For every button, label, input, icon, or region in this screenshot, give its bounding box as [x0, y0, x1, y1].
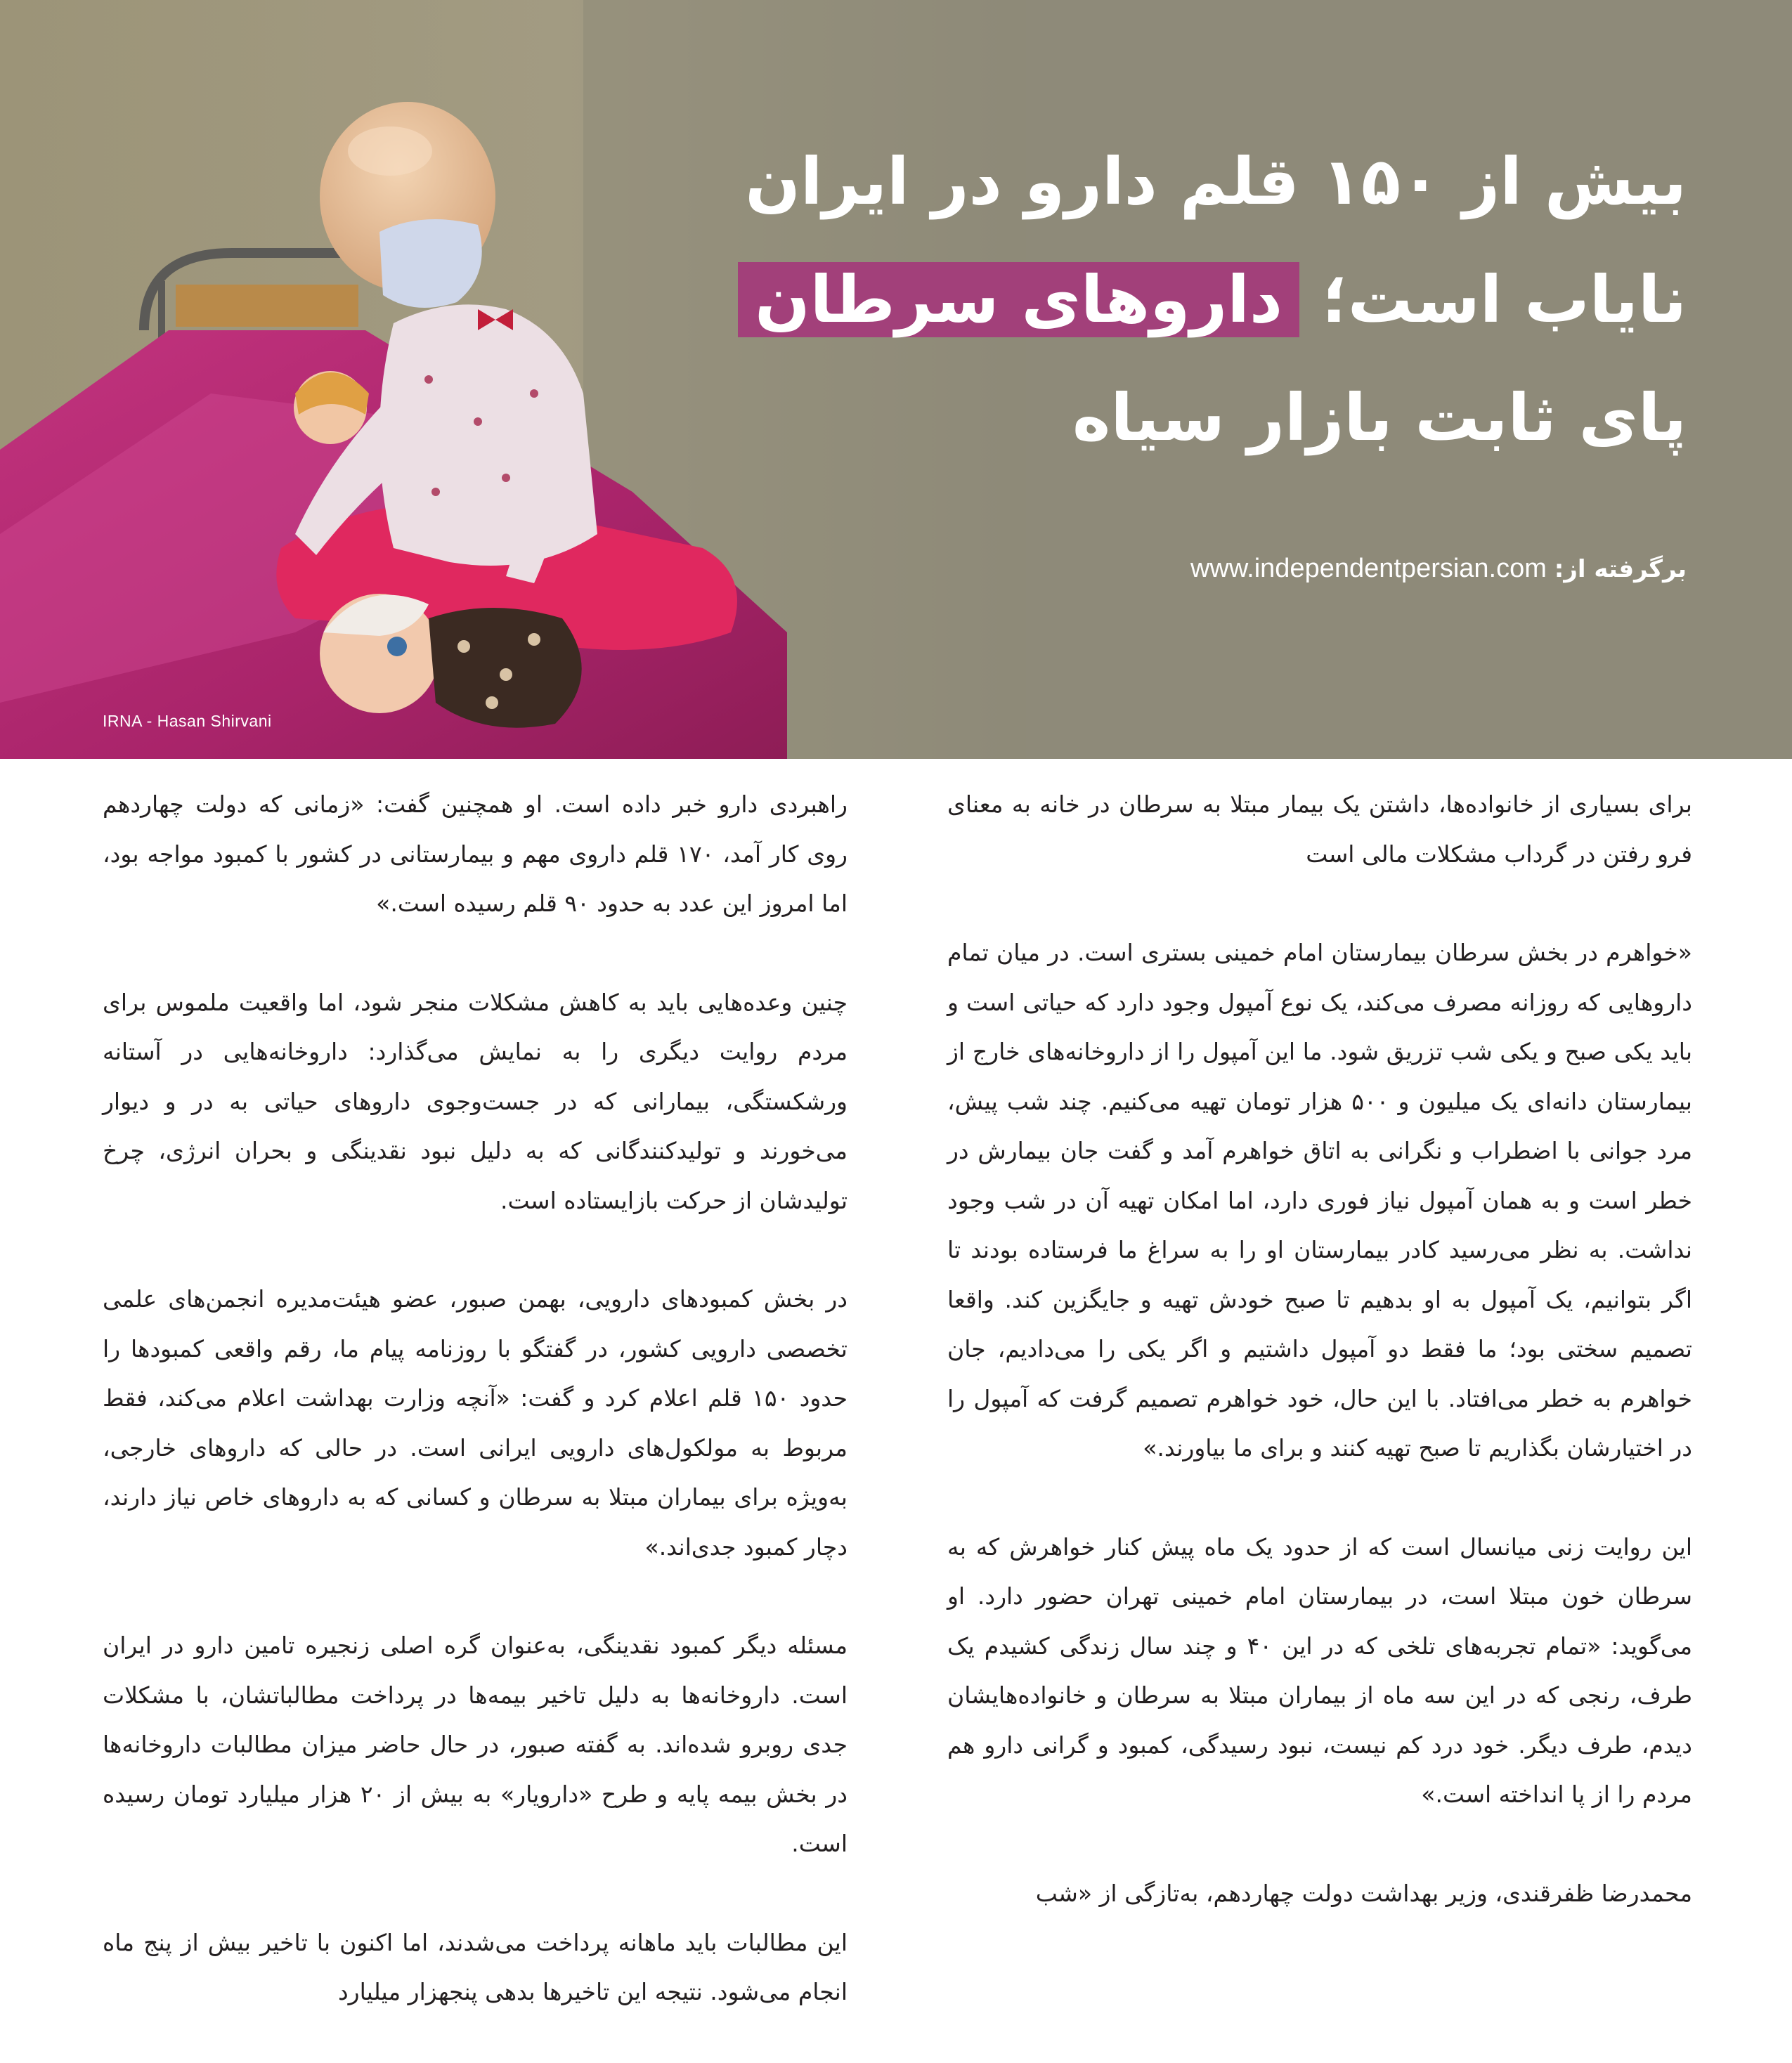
source-link[interactable]: www.independentpersian.com — [1190, 554, 1547, 583]
headline — [745, 123, 1687, 477]
paragraph: محمدرضا ظفرقندی، وزیر بهداشت دولت چهاردهم، به‌تازگی از «شب — [1035, 1879, 1692, 1907]
header-banner — [0, 0, 1792, 759]
headline-line-2 — [755, 241, 1687, 359]
headline-line-3: پای ثابت بازار سیاه — [1072, 380, 1687, 455]
headline-line-2-prefix: نایاب است؛ — [1299, 262, 1687, 337]
headline-line-1: بیش از ۱۵۰ قلم دارو در ایران — [745, 144, 1687, 219]
paragraph: برای بسیاری از خانواده‌ها، داشتن یک بیمار مبتلا به سرطان در خانه به معنای فرو رفتن در گرداب مشکلات مالی است — [947, 790, 1692, 868]
source-credit — [1190, 554, 1687, 584]
paragraph: در بخش کمبودهای دارویی، بهمن صبور، عضو هیئت‌مدیره انجمن‌های علمی تخصصی دارویی کشور، در گفتگو با روزنامه پیام ما، رقم واقعی کمبودها را حدود ۱۵۰ قلم اعلام کرد و گفت: «آنچه وزارت بهداشت اعلام می‌کند، فقط مربوط به مولکول‌های دارویی ایرانی است. در حالی که داروهای خارجی، به‌ویژه برای بیماران مبتلا به سرطان و کسانی که به داروهای خاص نیاز دارند، دچار کمبود جدی‌اند.» — [103, 1285, 848, 1561]
paragraph: این مطالبات باید ماهانه پرداخت می‌شدند، اما اکنون با تاخیر بیش از پنج ماه انجام می‌شود. نتیجه این تاخیرها بدهی پنجهزار میلیارد — [103, 1928, 848, 2005]
paragraph: «خواهرم در بخش سرطان بیمارستان امام خمینی بستری است. در میان تمام داروهایی که روزانه مصرف می‌کند، یک نوع آمپول وجود دارد که حیاتی است و باید یکی صبح و یکی شب تزریق شود. ما این آمپول را از داروخانه‌های خارج از بیمارستان دانه‌ای یک میلیون و ۵۰۰ هزار تومان تهیه می‌کنیم. چند شب پیش، مرد جوانی با اضطراب و نگرانی به اتاق خواهرم آمد و گفت جان بیمارش در خطر است و به همان آمپول نیاز فوری دارد، اما امکان تهیه آن در شب وجود نداشت. به نظر می‌رسید کادر بیمارستان او را به سراغ ما فرستاده بودند تا اگر بتوانیم، یک آمپول به او بدهیم تا صبح خودش تهیه و جایگزین کند. واقعا تصمیم سختی بود؛ ما فقط دو آمپول داشتیم و اگر یکی را می‌دادیم، جان خواهرم به خطر می‌افتاد. با این حال، خود خواهرم تصمیم گرفت که آمپول را در اختیارشان بگذاریم تا صبح تهیه کنند و برای ما بیاورند.» — [947, 939, 1692, 1462]
article-column-left — [103, 780, 848, 2063]
paragraph: چنین وعده‌هایی باید به کاهش مشکلات منجر شود، اما واقعیت ملموس برای مردم روایت دیگری را به نمایش می‌گذارد: داروخانه‌هایی در آستانه ورشکستگی، بیمارانی که در جست‌وجوی داروهای حیاتی به در و دیوار می‌خورند و تولیدکنندگانی که به دلیل نبود نقدینگی و بحران انرژی، چرخ تولیدشان از حرکت بازایستاده است. — [103, 988, 848, 1214]
headline-highlight: داروهای سرطان — [738, 262, 1299, 337]
article-column-right — [947, 780, 1692, 1967]
photo-credit: IRNA - Hasan Shirvani — [103, 712, 272, 730]
paragraph: این روایت زنی میانسال است که از حدود یک ماه پیش کنار خواهرش که به سرطان خون مبتلا است، در بیمارستان امام خمینی تهران حضور دارد. او می‌گوید: «تمام تجربه‌های تلخی که در این ۴۰ و چند سال زندگی کشیدم یک طرف، رنجی که در این سه ماه از بیماران مبتلا به سرطان و خانواده‌هایشان دیدم، طرف دیگر. خود درد کم نیست، نبود رسیدگی، کمبود و گرانی دارو هم مردم را از پا انداخته است.» — [947, 1532, 1692, 1808]
paragraph: مسئله دیگر کمبود نقدینگی، به‌عنوان گره اصلی زنجیره تامین دارو در ایران است. داروخانه‌ها به دلیل تاخیر بیمه‌ها در پرداخت مطالباتشان، با مشکلات جدی روبرو شده‌اند. به گفته صبور، در حال حاضر میزان مطالبات داروخانه‌ها در بخش بیمه پایه و طرح «دارویار» به بیش از ۲۰ هزار میلیارد تومان رسیده است. — [103, 1632, 848, 1857]
paragraph: راهبردی دارو خبر داده است. او همچنین گفت: «زمانی که دولت چهاردهم روی کار آمد، ۱۷۰ قلم داروی مهم و بیمارستانی در کشور با کمبود مواجه بود، اما امروز این عدد به حدود ۹۰ قلم رسیده است.» — [103, 790, 848, 917]
source-label: برگرفته از: — [1554, 555, 1687, 583]
